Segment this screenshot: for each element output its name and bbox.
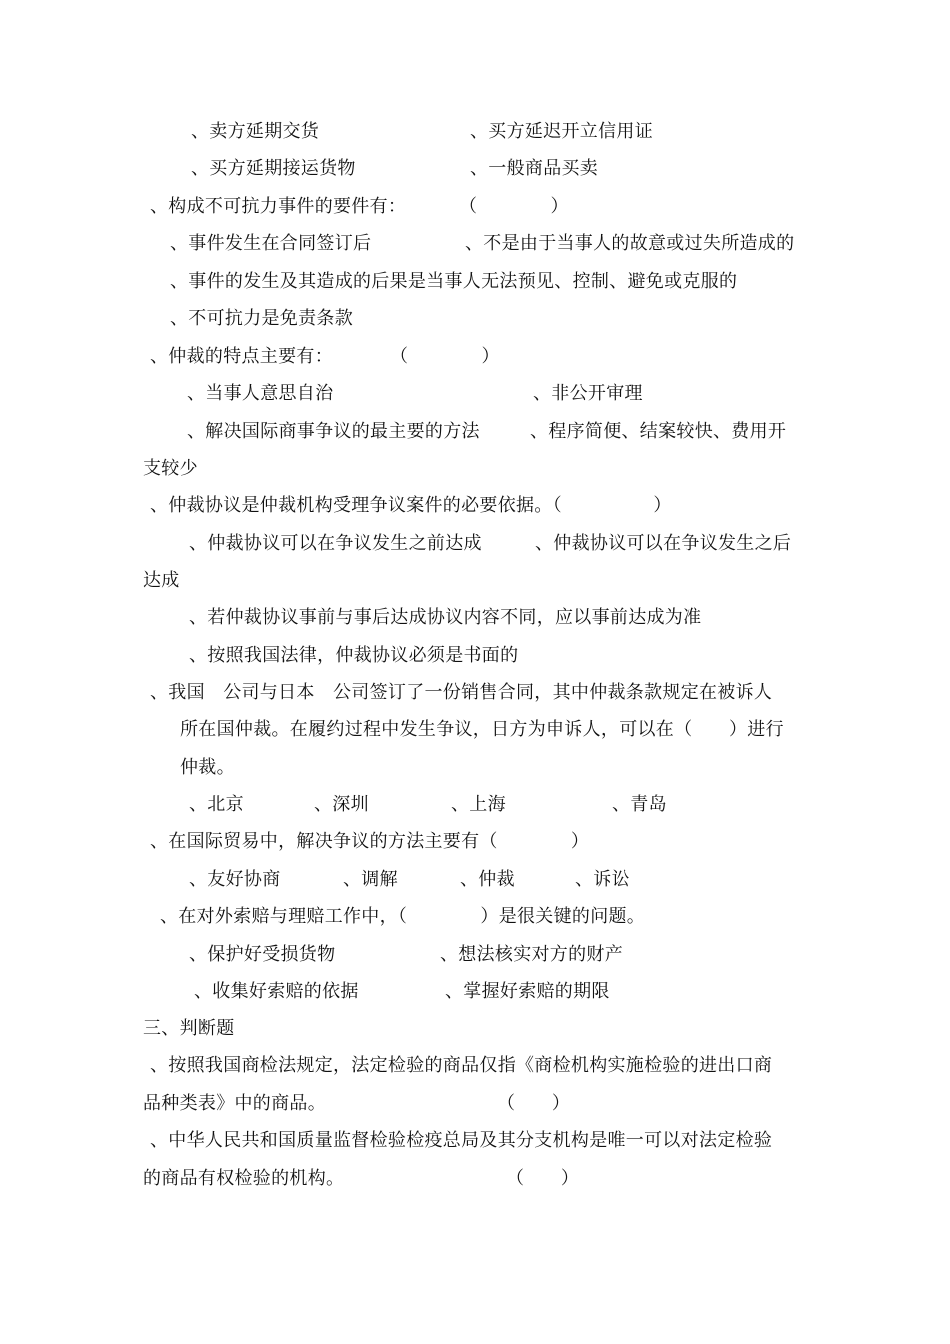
option-line: 、非公开审理 — [533, 383, 643, 404]
answer-blank: （ ） — [497, 1093, 571, 1114]
option-line: 、诉讼 — [575, 869, 630, 890]
answer-blank: （ ） — [390, 346, 500, 367]
option-line: 、青岛 — [612, 794, 667, 815]
option-line: 、当事人意思自治 — [187, 383, 334, 404]
question-line: 、按照我国商检法规定，法定检验的商品仅指《商检机构实施检验的进出口商 — [150, 1055, 773, 1076]
option-line: 、仲裁 — [460, 869, 515, 890]
option-line: 、不是由于当事人的故意或过失所造成的 — [465, 233, 795, 254]
option-line: 、程序简便、结案较快、费用开 — [530, 421, 787, 442]
option-line: 、上海 — [451, 794, 506, 815]
question-line: 的商品有权检验的机构。 — [143, 1168, 345, 1189]
option-line: 、不可抗力是免责条款 — [170, 308, 353, 329]
option-line: 、事件发生在合同签订后 — [170, 233, 372, 254]
question-line: 仲裁。 — [180, 757, 235, 778]
option-line: 、按照我国法律，仲裁协议必须是书面的 — [189, 645, 519, 666]
question-line: 所在国仲裁。在履约过程中发生争议，日方为申诉人，可以在（ ）进行 — [180, 719, 784, 740]
option-line: 、收集好索赔的依据 — [194, 981, 359, 1002]
option-line: 、卖方延期交货 — [191, 121, 320, 142]
question-line: 、在对外索赔与理赔工作中，（ ）是很关键的问题。 — [160, 906, 646, 927]
answer-blank: （ ） — [459, 196, 569, 217]
answer-blank: （ ） — [506, 1168, 580, 1189]
option-line: 、北京 — [189, 794, 244, 815]
option-line: 、保护好受损货物 — [189, 944, 336, 965]
option-line: 、解决国际商事争议的最主要的方法 — [187, 421, 480, 442]
option-line: 、买方延迟开立信用证 — [470, 121, 653, 142]
question-line: 、仲裁协议是仲裁机构受理争议案件的必要依据。（ ） — [150, 495, 672, 516]
option-line: 、调解 — [343, 869, 398, 890]
option-line: 支较少 — [143, 458, 198, 479]
option-line: 、买方延期接运货物 — [191, 158, 356, 179]
option-line: 、仲裁协议可以在争议发生之后 — [535, 533, 792, 554]
question-line: 、仲裁的特点主要有： — [150, 346, 333, 367]
option-line: 、一般商品买卖 — [470, 158, 599, 179]
option-line: 、掌握好索赔的期限 — [445, 981, 610, 1002]
question-line: 、在国际贸易中，解决争议的方法主要有（ ） — [150, 831, 590, 852]
question-line: 、中华人民共和国质量监督检验检疫总局及其分支机构是唯一可以对法定检验 — [150, 1130, 773, 1151]
option-line: 、想法核实对方的财产 — [440, 944, 623, 965]
question-line: 品种类表》中的商品。 — [143, 1093, 326, 1114]
option-line: 、若仲裁协议事前与事后达成协议内容不同，应以事前达成为准 — [189, 607, 702, 628]
option-line: 、深圳 — [314, 794, 369, 815]
option-line: 、友好协商 — [189, 869, 281, 890]
question-line: 、构成不可抗力事件的要件有： — [150, 196, 407, 217]
section-heading: 三、判断题 — [143, 1018, 235, 1039]
question-line: 、我国 公司与日本 公司签订了一份销售合同，其中仲裁条款规定在被诉人 — [150, 682, 773, 703]
option-line: 、仲裁协议可以在争议发生之前达成 — [189, 533, 482, 554]
option-line: 达成 — [143, 570, 180, 591]
option-line: 、事件的发生及其造成的后果是当事人无法预见、控制、避免或克服的 — [170, 271, 738, 292]
